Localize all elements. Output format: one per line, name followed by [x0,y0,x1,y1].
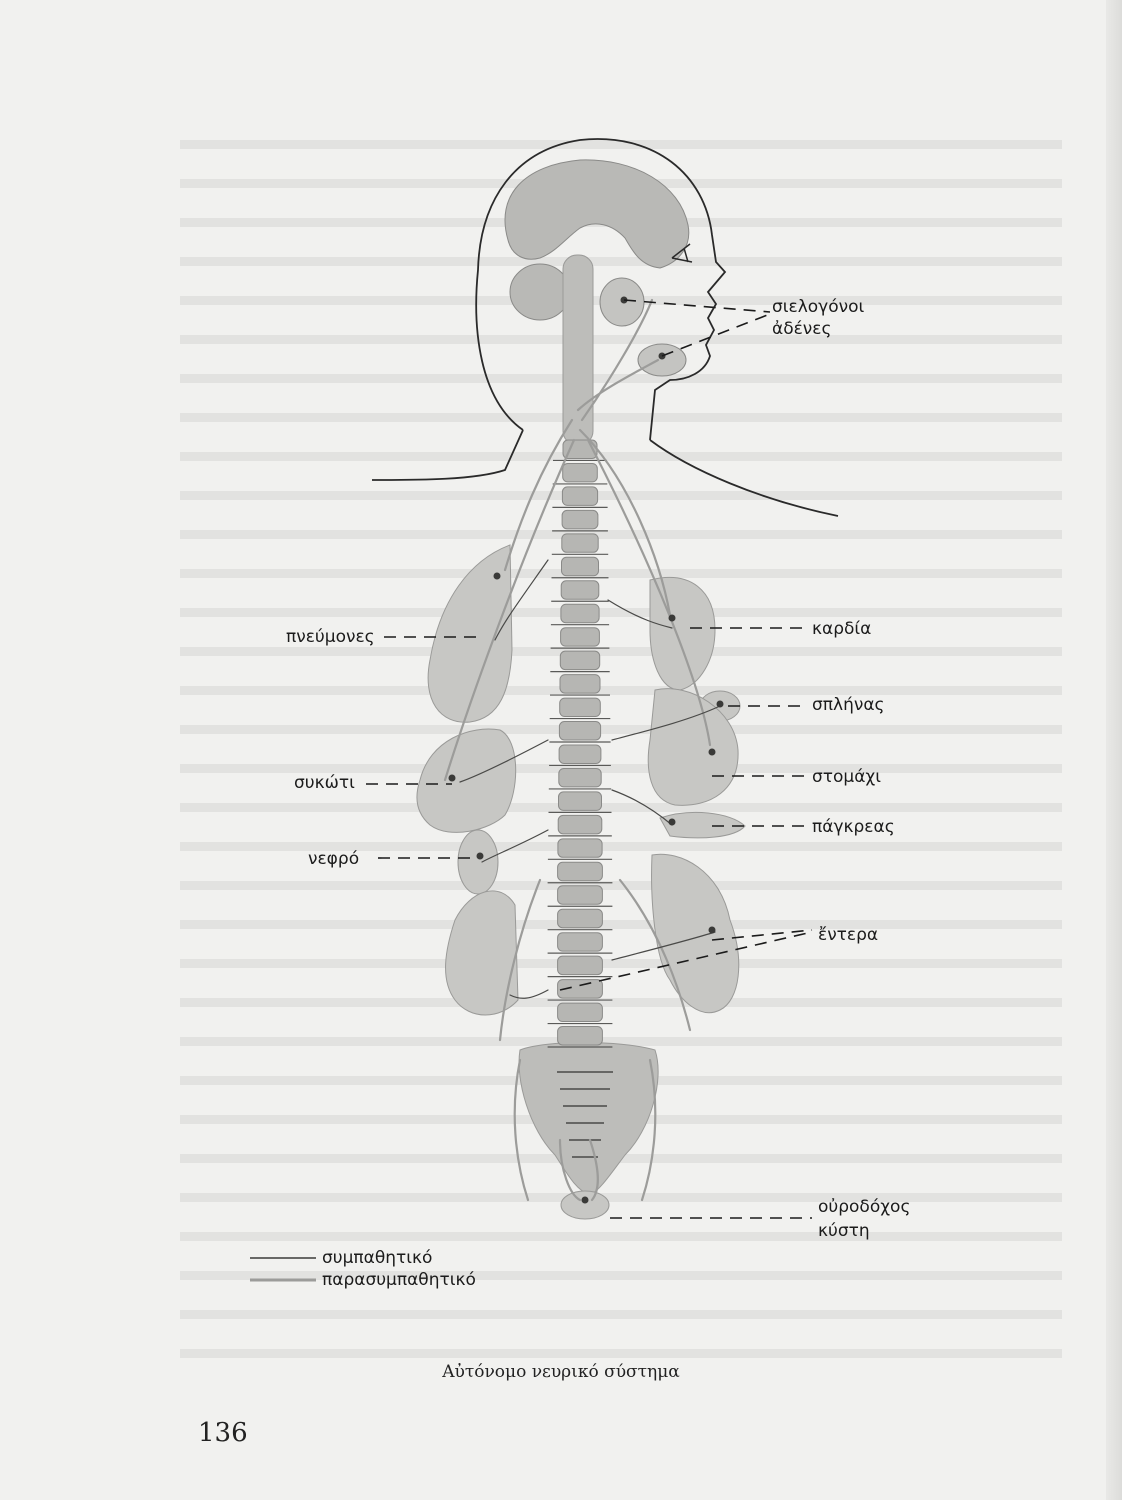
ganglion-dot [709,927,716,934]
salivary-gland-lower [638,344,686,376]
label-lungs: πνεύμονες [286,627,375,647]
vertebra [561,604,599,622]
vertebra [558,862,603,880]
lungs [428,545,512,722]
legend-parasympathetic: παρασυμπαθητικό [322,1270,476,1290]
vertebra [559,768,601,786]
vertebra [558,1027,603,1045]
ganglion-dot [449,775,456,782]
ganglion-dot [494,573,501,580]
vertebra [558,1003,603,1021]
liver [417,729,516,832]
vertebra [560,651,599,669]
kidney [458,830,498,894]
vertebra [562,534,598,552]
label-stomach: στομάχι [812,767,882,787]
vertebra [558,956,603,974]
bladder [561,1191,609,1219]
label-salivary-glands-line2: ἀδένες [772,319,832,339]
ganglion-dot [669,819,676,826]
label-bladder-line1: οὐροδόχος [818,1197,911,1217]
vertebra [558,815,602,833]
vertebra [559,745,601,763]
vertebra [562,557,599,575]
ganglion-dot [717,701,724,708]
leader-line-salivary-upper [624,300,770,312]
label-salivary-glands-line1: σιελογόνοι [772,297,865,317]
label-heart: καρδία [812,619,872,639]
label-intestine: ἔντερα [818,925,879,945]
label-spleen: σπλήνας [812,695,885,715]
vertebra [560,675,600,693]
ganglion-dot [669,615,676,622]
cerebellum [510,264,570,320]
vertebra [559,722,600,740]
legend-sympathetic: συμπαθητικό [322,1248,433,1268]
label-kidney: νεφρό [308,849,360,869]
brainstem [563,255,593,445]
vertebra [558,886,603,904]
label-bladder-line2: κύστη [818,1221,870,1241]
ganglion-dot [477,853,484,860]
vertebra [558,909,603,927]
vertebra [559,792,602,810]
vertebra [561,581,599,599]
vertebra [561,628,600,646]
vertebra [560,698,601,716]
vertebra [558,839,602,857]
vertebra [562,510,598,528]
vertebra [562,487,597,505]
ganglion-dot [582,1197,589,1204]
brain [505,160,689,268]
vertebra [563,463,598,481]
label-pancreas: πάγκρεας [812,817,895,837]
vertebra [558,933,603,951]
page-number: 136 [198,1418,248,1448]
figure-caption: Αὐτόνομο νευρικό σύστημα [442,1362,680,1382]
ganglion-dot [709,749,716,756]
sacrum [519,1043,658,1196]
label-liver: συκώτι [294,773,355,793]
